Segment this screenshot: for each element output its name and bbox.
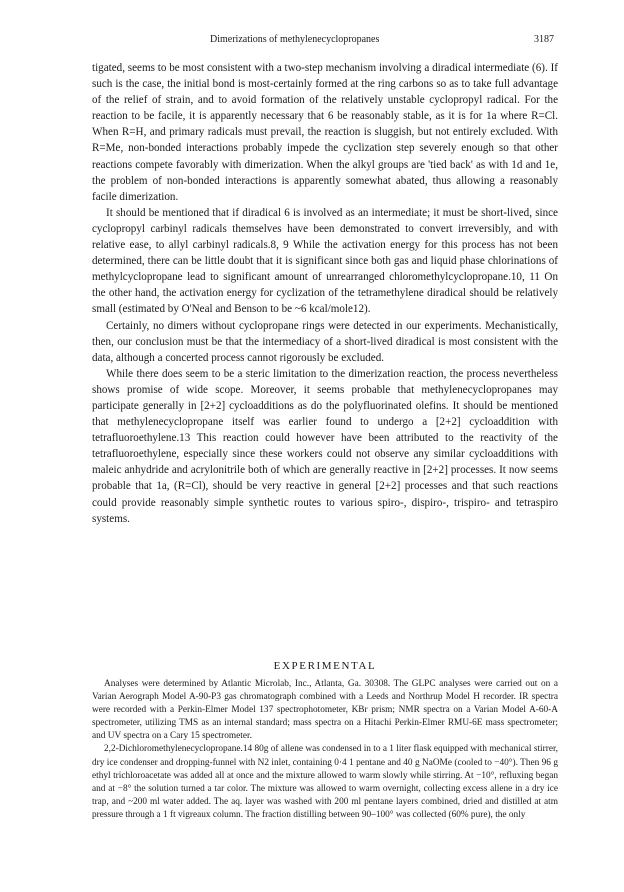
discussion-text [92, 60, 558, 527]
experimental-text [92, 678, 558, 822]
section-heading: EXPERIMENTAL [273, 660, 377, 672]
paragraph: Certainly, no dimers without cyclopropane rings were detected in our experiments. Mechanistically, then, our conclusion must be that the intermediacy of a short-lived diradical is most consistent with the data, although a concerted process cannot rigorously be excluded. [92, 319, 558, 364]
experimental-paragraph: Analyses were determined by Atlantic Microlab, Inc., Atlanta, Ga. 30308. The GLPC analyses were carried out on a Varian Aerograph Model A-90-P3 gas chromatograph combined with a Leeds and Northrup Model H recorder. IR spectra were recorded with a Perkin-Elmer Model 137 spectrophotometer, KBr prism; NMR spectra on a Varian Model A-60-A spectrometer, utilizing TMS as an internal standard; mass spectra on a Hitachi Perkin-Elmer RMU-6E mass spectrometer; and UV spectra on a Cary 15 spectrometer. [92, 679, 558, 742]
paragraph: tigated, seems to be most consistent with a two-step mechanism involving a diradical intermediate (6). If such is the case, the initial bond is most-certainly formed at the ring carbons so as to take full advantage of the relief of strain, and to avoid formation of the relatively unstable cyclopropyl radical. For the reaction to be facile, it is apparently necessary that 6 be reasonably stable, as it is for 1a where R=Cl. When R=H, and primary radicals must prevail, the reaction is sluggish, but not entirely excluded. With R=Me, non-bonded interactions probably impede the cyclization step severely enough so that other reactions compete favorably with dimerization. When the alkyl groups are 'tied back' as with 1d and 1e, the problem of non-bonded interactions is apparently somewhat abated, thus allowing a reasonably facile dimerization. [92, 62, 558, 203]
running-title: Dimerizations of methylenecyclopropanes [210, 34, 380, 45]
page-header [92, 34, 554, 48]
experimental-paragraph: 2,2-Dichloromethylenecyclopropane.14 80g of allene was condensed in to a 1 liter flask equipped with mechanical stirrer, dry ice condenser and dropping-funnel with N2 inlet, containing 0·4 1 pentane and 40 g NaOMe (cooled to −40°). Then 96 g ethyl trichloroacetate was added all at once and the mixture allowed to warm slowly while stirring. At −10°, refluxing began and at −8° the solution turned a tar color. The mixture was allowed to warm overnight, collecting excess allene in a dry ice trap, and ~200 ml water added. The aq. layer was washed with 200 ml pentane layers combined, dried and distilled at atm pressure through a 1 ft vigreaux column. The fraction distilling between 90–100° was collected (60% pure), the only [92, 744, 558, 820]
page-number: 3187 [534, 34, 554, 45]
paragraph: It should be mentioned that if diradical 6 is involved as an intermediate; it must be short-lived, since cyclopropyl carbinyl radicals themselves have been demonstrated to convert irreversibly, and with relative ease, to allyl carbinyl radicals.8, 9 While the activation energy for this process has not been determined, there can be little doubt that it is significant since both gas and liquid phase chlorinations of methylcyclopropane lead to significant amount of unrearranged chloromethylcyclopropane.10, 11 On the other hand, the activation energy for cyclization of the tetramethylene diradical should be relatively small (estimated by O'Neal and Benson to be ~6 kcal/mole12). [92, 206, 558, 316]
paragraph: While there does seem to be a steric limitation to the dimerization reaction, the process nevertheless shows promise of wide scope. Moreover, it seems probable that methylenecyclopropanes may participate generally in [2+2] cycloadditions as do the polyfluorinated olefins. It should be mentioned that methylenecyclopropane itself was earlier found to undergo a [2+2] cycloaddition with tetrafluoroethylene.13 This reaction could however have been attributed to the reactivity of the tetrafluoroethylene, especially since these workers could not observe any similar cycloadditions with maleic anhydride and acrylonitrile both of which are generally reactive in [2+2] processes. It now seems probable that 1a, (R=Cl), should be very reactive in general [2+2] processes and that such reactions could provide reasonably simple synthetic routes to various spiro-, dispiro-, trispiro- and tetraspiro systems. [92, 367, 558, 525]
